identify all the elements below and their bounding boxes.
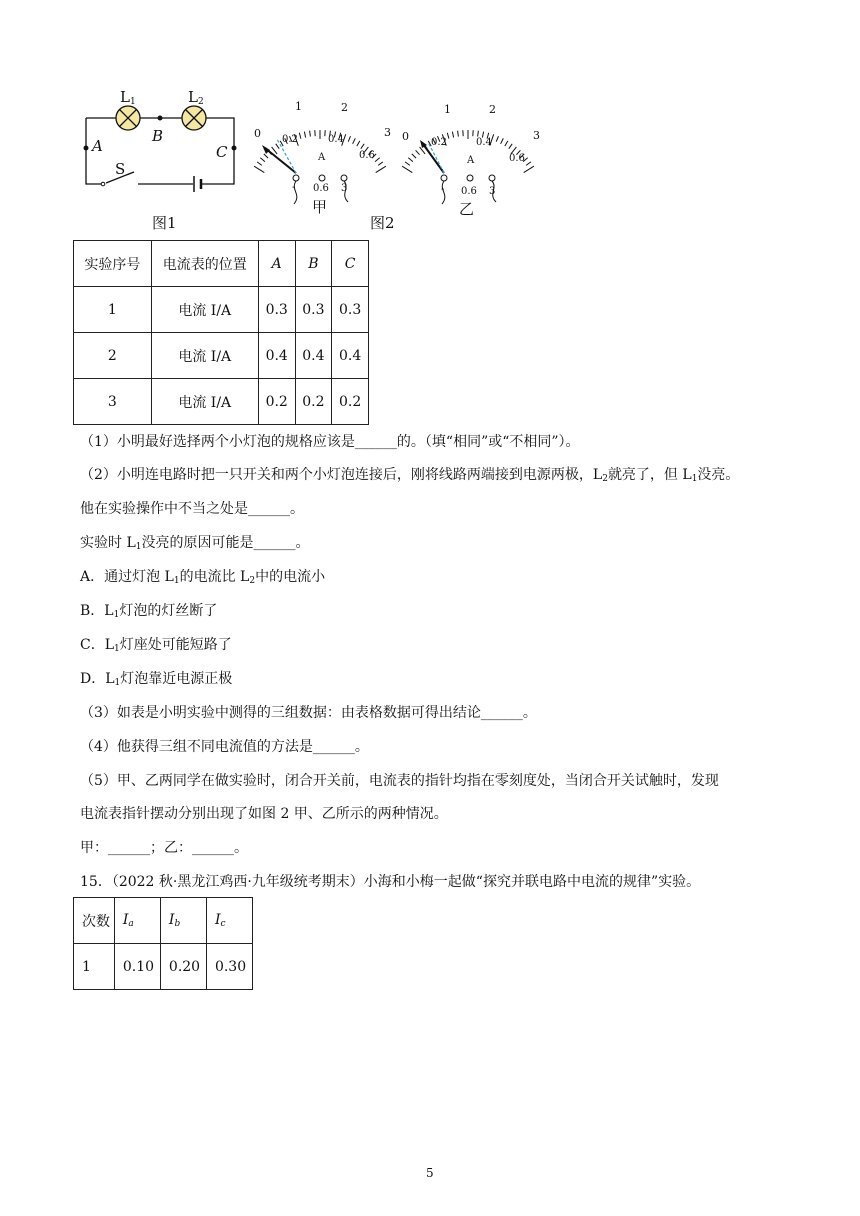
dial-tick — [357, 141, 360, 146]
dial-tick — [447, 133, 449, 139]
yi-tick-02: 0.2 — [431, 137, 447, 148]
cell-label: 电流 I/A — [151, 287, 258, 333]
question-2-line-c: 实验时 $L_1$没亮的原因可能是______。 — [80, 535, 310, 552]
header-ic: $I_c$ — [206, 898, 252, 944]
header-b: B — [295, 241, 332, 287]
table-row — [74, 287, 369, 333]
yi-tick-1: 1 — [444, 103, 451, 116]
cell-label: 电流 I/A — [151, 333, 258, 379]
data-table-2 — [73, 897, 253, 990]
question-5-line-b: 电流表指针摆动分别出现了如图 2 甲、乙所示的两种情况。 — [80, 806, 448, 822]
header-count: 次数 — [74, 898, 115, 944]
figure1-caption: 图1 — [152, 214, 177, 232]
cell-a: 0.4 — [258, 333, 295, 379]
dial-tick — [304, 132, 305, 138]
cell-label: 电流 I/A — [151, 379, 258, 425]
dial-tick — [505, 141, 508, 146]
label-b: B — [152, 127, 164, 145]
option-c: C．$L_1$灯座处可能短路了 — [80, 637, 232, 654]
cell-count: 1 — [74, 944, 115, 990]
yi-tick-04: 0.4 — [476, 137, 492, 148]
question-5-line-c: 甲：______；乙：______。 — [80, 840, 248, 856]
dial-tick — [402, 166, 412, 172]
label-l2: $L_2$ — [188, 88, 204, 107]
table-row — [74, 333, 369, 379]
dial-tick — [348, 136, 350, 142]
jia-tick-02: 0.2 — [282, 134, 298, 145]
option-d: D．$L_1$灯泡靠近电源正极 — [80, 671, 233, 688]
dial-tick — [257, 162, 262, 166]
label-l1: $L_1$ — [120, 88, 136, 107]
dial-tick — [420, 147, 426, 154]
header-c: C — [332, 241, 369, 287]
dial-tick — [405, 162, 410, 166]
jia-unit: A — [318, 152, 326, 163]
dial-tick — [412, 154, 416, 158]
dial-tick — [353, 138, 356, 143]
header-position: 电流表的位置 — [151, 241, 258, 287]
dial-tick — [501, 138, 504, 143]
table-header-row — [74, 898, 253, 944]
yi-tick-0: 0 — [402, 130, 409, 143]
jia-label: 甲 — [312, 198, 328, 216]
header-ia: $I_a$ — [114, 898, 160, 944]
lamp-l1-icon — [116, 106, 140, 130]
question-15: 15．（2022 秋·黑龙江鸡西·九年级统考期末）小海和小梅一起做“探究并联电路中电流的规律”实验。 — [80, 874, 701, 890]
table-header-row — [74, 241, 369, 287]
cell-seq: 2 — [74, 333, 152, 379]
cell-b: 0.3 — [295, 287, 332, 333]
dial-tick — [376, 166, 386, 172]
dial-tick — [452, 132, 453, 138]
dial-tick — [458, 131, 459, 137]
dial-tick — [310, 131, 311, 137]
yi-term-3: 3 — [489, 186, 496, 197]
lamp-l2-icon — [182, 106, 206, 130]
dial-tick — [509, 144, 512, 149]
yi-tick-2: 2 — [489, 103, 496, 116]
dial-tick — [478, 131, 479, 137]
label-a: A — [92, 137, 103, 155]
dial-tick — [416, 150, 420, 154]
jia-tick-3: 3 — [384, 126, 391, 139]
cell-ib: 0.20 — [160, 944, 206, 990]
jia-tick-2: 2 — [341, 101, 348, 114]
dial-tick — [496, 136, 498, 142]
cell-seq: 1 — [74, 287, 152, 333]
yi-term-06: 0.6 — [461, 186, 477, 197]
yi-tick-3: 3 — [533, 129, 540, 142]
label-c: C — [216, 143, 228, 161]
jia-term-neg: - — [292, 182, 296, 193]
jia-tick-1: 1 — [295, 100, 302, 113]
yi-unit: A — [467, 155, 475, 166]
jia-tick-0: 0 — [254, 127, 261, 140]
question-1: （1）小明最好选择两个小灯泡的规格应该是______的。（填“相同”或“不相同”）。 — [80, 434, 580, 450]
dial-tick — [299, 133, 301, 139]
yi-tick-06: 0.6 — [509, 153, 525, 164]
dial-tick — [260, 158, 265, 162]
dial-tick — [375, 158, 380, 162]
cell-ia: 0.10 — [114, 944, 160, 990]
dial-tick — [254, 166, 264, 172]
data-table-1 — [73, 240, 369, 425]
dial-tick — [408, 158, 413, 162]
dial-tick — [378, 162, 383, 166]
question-3: （3）如表是小明实验中测得的三组数据：由表格数据可得出结论______。 — [80, 705, 537, 721]
dial-tick — [524, 166, 534, 172]
cell-a: 0.2 — [258, 379, 295, 425]
dial-tick — [264, 154, 268, 158]
question-2-line-a: （2）小明连电路时把一只开关和两个小灯泡连接后，刚将线路两端接到电源两极，$L_2$就亮了，但 $L_1$没亮。 — [80, 467, 740, 484]
label-s: S — [115, 160, 126, 178]
table-row — [74, 944, 253, 990]
jia-term-06: 0.6 — [313, 183, 329, 194]
header-seq: 实验序号 — [74, 241, 152, 287]
jia-term-3: 3 — [341, 183, 348, 194]
jia-tick-04: 0.4 — [328, 134, 344, 145]
option-b: B．$L_1$灯泡的灯丝断了 — [80, 603, 218, 620]
dial-tick — [361, 144, 364, 149]
yi-term-neg: - — [441, 184, 445, 195]
figure2-caption: 图2 — [370, 214, 395, 232]
cell-c: 0.3 — [332, 287, 369, 333]
dial-tick — [276, 144, 279, 149]
cell-ic: 0.30 — [206, 944, 252, 990]
option-a: A．通过灯泡 $L_1$的电流比 $L_2$中的电流小 — [80, 569, 326, 586]
cell-c: 0.4 — [332, 333, 369, 379]
cell-b: 0.4 — [295, 333, 332, 379]
cell-a: 0.3 — [258, 287, 295, 333]
cell-c: 0.2 — [332, 379, 369, 425]
yi-label: 乙 — [459, 200, 475, 218]
cell-b: 0.2 — [295, 379, 332, 425]
table-row — [74, 379, 369, 425]
header-a: A — [258, 241, 295, 287]
jia-tick-06: 0.6 — [359, 150, 375, 161]
dial-tick — [526, 162, 531, 166]
question-5-line-a: （5）甲、乙两同学在做实验时，闭合开关前，电流表的指针均指在零刻度处，当闭合开关试触时，发现 — [80, 773, 719, 789]
header-ib: $I_b$ — [160, 898, 206, 944]
question-2-line-b: 他在实验操作中不当之处是______。 — [80, 501, 304, 517]
page-number: 5 — [426, 1166, 434, 1180]
cell-seq: 3 — [74, 379, 152, 425]
question-4: （4）他获得三组不同电流值的方法是______。 — [80, 739, 369, 755]
